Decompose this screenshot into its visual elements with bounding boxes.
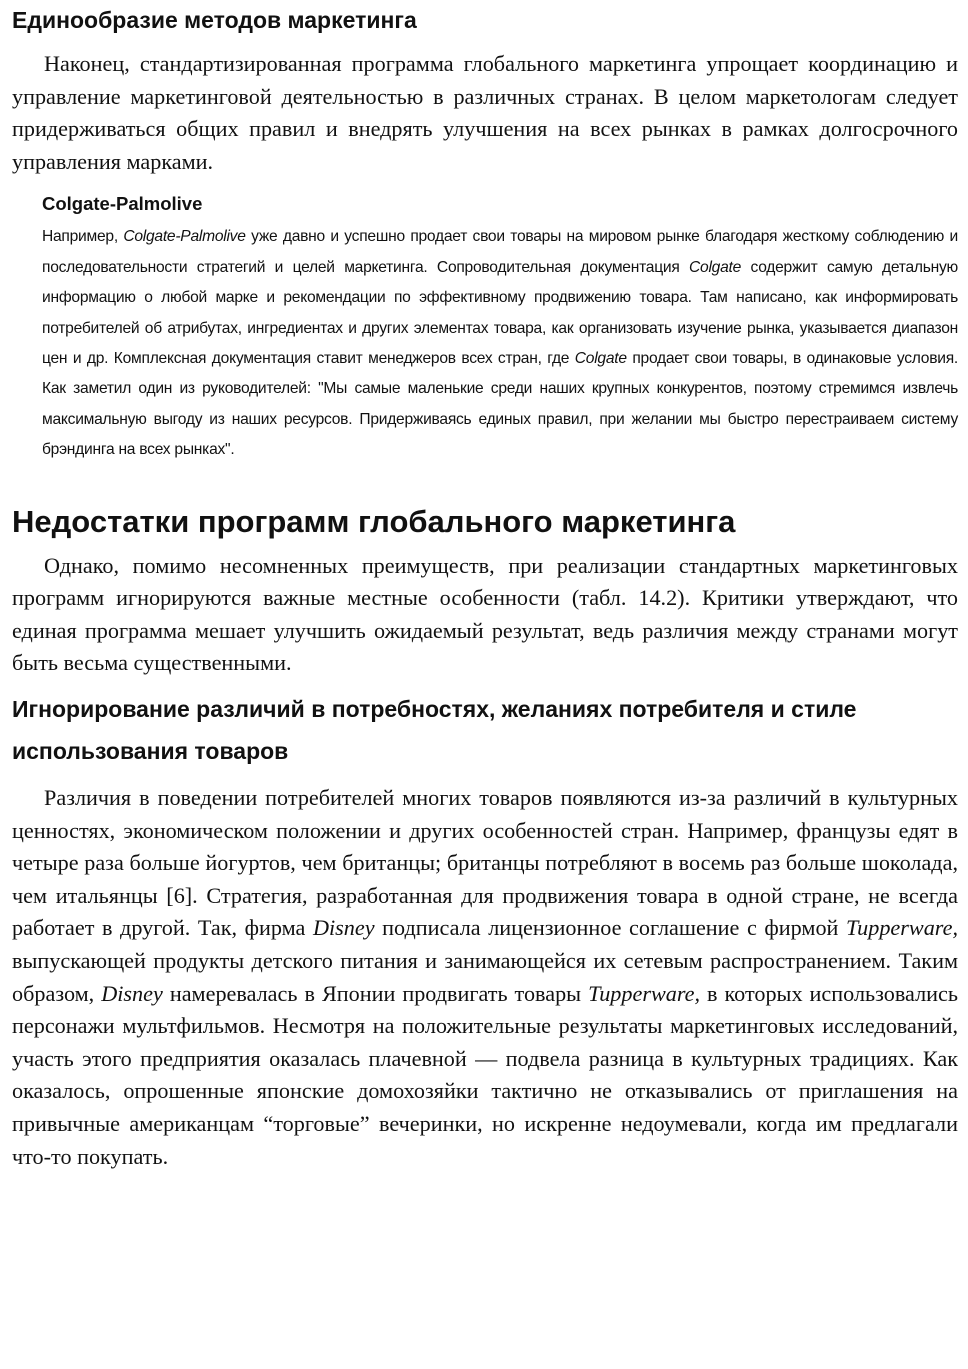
paragraph-consumer-differences [12,772,958,1173]
paragraph-coordination: Наконец, стандартизированная программа глобального маркетинга упрощает координацию и управление маркетинговой деятельностью в различных странах. В целом маркетологам следует придерживаться общих правил и внедрять улучшения на всех рынках в рамках долгосрочного управления марками. [12,51,958,174]
brand-name-tupperware: Tupperware, [846,915,958,941]
case-text-part: содержит самую детальную информацию о любой марке и рекомендации по эффективному продвижению товара. Там написано, как информировать потребителей об атрибутах, ингредиентах и других элементах товара, как организовать изучение рынка, указывается диапазон цен и др. Комплексная документация ставит менеджеров всех стран, где [42,258,958,367]
brand-name-disney: Disney [312,915,375,941]
brand-name-colgate: Colgate [574,350,627,367]
text-part: намеревалась в Японии продвигать товары [162,980,589,1006]
section-heading-disadvantages: Недостатки программ глобального маркетинга [12,503,736,539]
case-text-part: уже давно и успешно продает свои товары на мировом рынке благодаря жесткому соблюдению и последовательности стратегий и целей маркетинга. Сопроводительная документация [42,228,958,276]
case-text-part: Например, [42,228,124,246]
brand-name-disney: Disney [101,980,163,1006]
section-heading-ignoring-differences: Игнорирование различий в потребностях, желаниях потребителя и стиле использования товаров [12,696,857,764]
text-part: в которых использовались персонажи мультфильмов. Несмотря на положительные результаты маркетинговых исследований, участь этого предприятия оказалась плачевной — подвела разница в культурных традициях. Как оказалось, опрошенные японские домохозяйки тактично не отказывались от приглашения на привычные американцам “торговые” вечеринки, но искренне недоумевали, когда им предлагали что-то покупать. [12,980,959,1169]
case-text-part: продает свои товары, в одинаковые условия. Как заметил один из руководителей: "Мы самые маленькие среди наших крупных конкурентов, поэтому стремимся извлечь максимальную выгоду из наших ресурсов. Придерживаясь единых правил, при желании мы быстро перестраиваем систему брэндинга на всех рынках". [42,350,958,459]
case-study-colgate [42,178,958,465]
text-part: Различия в поведении потребителей многих товаров появляются из-за различий в культурных ценностях, экономическом положении и других особенностей стран. Например, французы едят в четыре раза больше йогуртов, чем британцы; британцы потребляют в восемь раз больше шоколада, чем итальянцы [6]. Стратегия, разработанная для продвижения товара в одной стране, не всегда работает в другой. Так, фирма [12,785,958,941]
paragraph-disadvantages: Однако, помимо несомненных преимуществ, при реализации стандартных маркетинговых программ игнорируются важные местные особенности (табл. 14.2). Критики утверждают, что единая программа мешает улучшить ожидаемый результат, ведь различия между странами могут быть весьма существенными. [12,552,958,676]
brand-name-tupperware: Tupperware, [588,980,701,1006]
text-part: подписала лицензионное соглашение с фирмой [374,915,847,941]
brand-name-colgate-palmolive: Colgate-Palmolive [123,228,246,246]
case-study-text [42,222,958,465]
case-study-title: Colgate-Palmolive [42,193,203,215]
brand-name-colgate: Colgate [689,258,742,276]
text-part: выпускающей продукты детского питания и занимающейся их сетевым распространением. Таким образом, [12,947,958,1006]
section-heading-marketing-uniformity: Единообразие методов маркетинга [12,7,417,33]
